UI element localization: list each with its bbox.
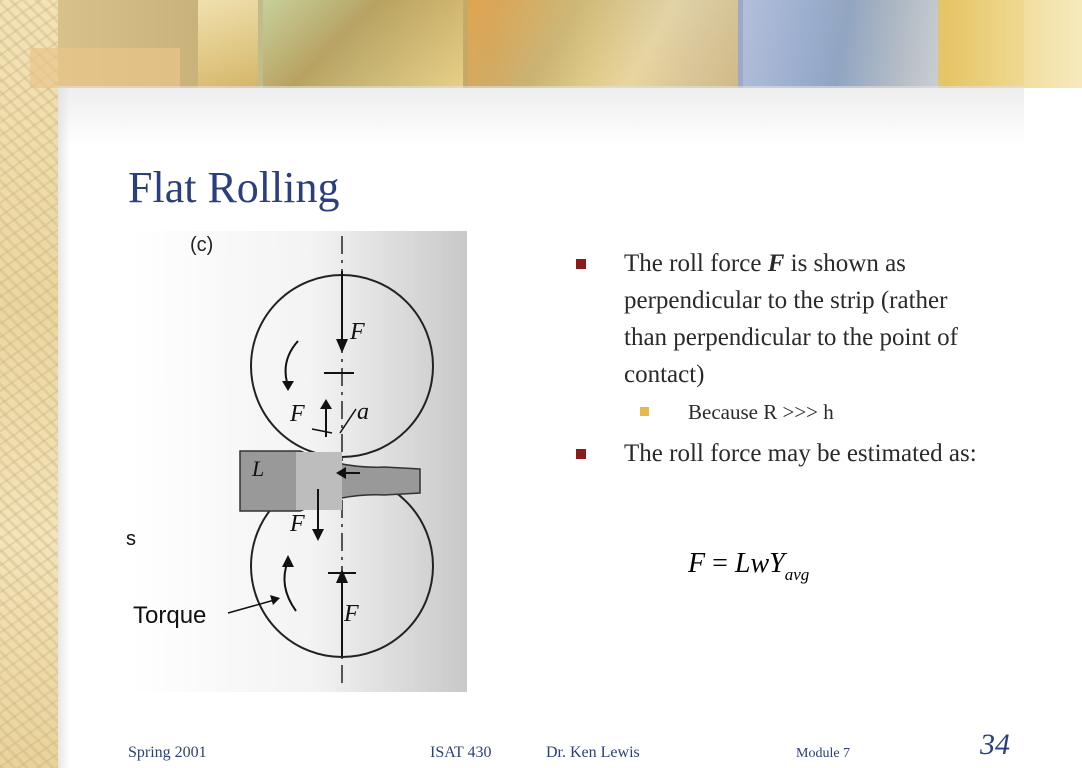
arrowhead xyxy=(320,399,332,409)
banner-tile xyxy=(198,0,258,88)
bullet-list xyxy=(576,245,996,472)
formula-rhs: LwY xyxy=(734,548,785,579)
force-label-upper: F xyxy=(290,401,305,427)
decorative-top-banner xyxy=(58,0,1024,88)
force-label-bottom: F xyxy=(344,601,359,627)
bullet-text: The roll force may be estimated as: xyxy=(624,440,977,467)
slide-title: Flat Rolling xyxy=(128,163,340,212)
contact-length-label: L xyxy=(252,456,265,481)
flat-rolling-diagram xyxy=(128,231,467,692)
torque-label: Torque xyxy=(133,602,207,629)
roll-force-formula xyxy=(688,548,809,585)
bullet-text: The roll force xyxy=(624,250,768,277)
bullet-item xyxy=(576,435,996,472)
sub-bullet-text: Because R >>> h xyxy=(688,400,834,424)
footer-course: ISAT 430 xyxy=(430,744,492,761)
slide-number: 34 xyxy=(980,728,1010,761)
banner-tile xyxy=(30,48,180,88)
arrowhead xyxy=(270,595,280,605)
square-bullet-icon xyxy=(576,259,586,269)
formula-equals: = xyxy=(712,548,728,579)
arrowhead xyxy=(282,555,294,567)
bullet-item xyxy=(576,245,996,393)
arrowhead xyxy=(336,569,348,583)
banner-fade xyxy=(58,86,1024,146)
banner-tile xyxy=(468,0,738,88)
square-bullet-icon xyxy=(640,407,649,416)
arrowhead xyxy=(282,381,294,391)
force-label-lower: F xyxy=(290,511,305,537)
footer-semester: Spring 2001 xyxy=(128,744,207,761)
banner-tile xyxy=(263,0,463,88)
bullet-text: is shown as perpendicular to the strip (rather than perpendicular to the point of contact) xyxy=(624,250,958,388)
arrowhead xyxy=(312,529,324,541)
rolling-diagram-svg xyxy=(128,231,467,692)
rotation-arrow xyxy=(284,561,296,611)
torque-pointer xyxy=(228,599,278,613)
banner-tile xyxy=(938,0,1082,88)
edge-fragment: s xyxy=(126,528,136,550)
banner-tile xyxy=(743,0,943,88)
formula-lhs: F xyxy=(688,548,706,579)
rotation-arrow xyxy=(286,341,298,386)
square-bullet-icon xyxy=(576,449,586,459)
sub-bullet-item xyxy=(576,397,996,427)
decorative-left-strip xyxy=(0,0,58,768)
panel-label: (c) xyxy=(190,234,214,256)
footer-module: Module 7 xyxy=(796,746,851,761)
force-symbol: F xyxy=(767,250,785,277)
arrowhead xyxy=(336,339,348,353)
angle-line xyxy=(312,429,332,433)
angle-label: a xyxy=(357,399,369,425)
formula-subscript: avg xyxy=(784,565,810,584)
footer-instructor: Dr. Ken Lewis xyxy=(546,744,640,761)
force-label-top: F xyxy=(350,319,365,345)
